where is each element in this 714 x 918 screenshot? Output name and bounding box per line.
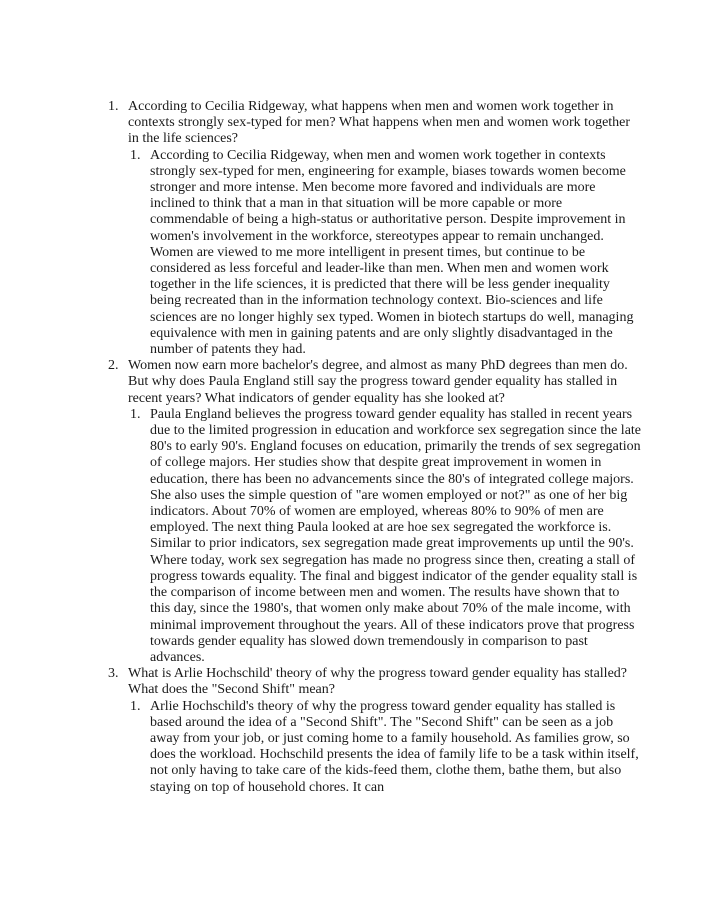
answer-item [108,699,643,796]
question-number: 3. [108,666,119,682]
question-text: What is Arlie Hochschild' theory of why the progress toward gender equality has stalled? What does the "Second Shift" mean? [128,666,627,698]
question-text: According to Cecilia Ridgeway, what happens when men and women work together in contexts strongly sex-typed for men? What happens when men and women work together in the life sciences? [128,99,631,147]
question-item [108,358,643,407]
answer-number: 1. [130,147,141,163]
answer-number: 1. [130,406,141,422]
question-text: Women now earn more bachelor's degree, and almost as many PhD degrees than men do. But why does Paula England still say the progress toward gender equality has stalled in recent years? What indicators of gender equality has she looked at? [128,358,628,406]
answer-item [108,148,643,359]
question-number: 1. [108,99,119,114]
question-item [108,666,643,698]
question-item [108,99,643,148]
answer-text: Arlie Hochschild's theory of why the progress toward gender equality has stalled is based around the idea of a "Second Shift". The "Second Shift" can be seen as a job away from your job, or just coming home to a family household. As families grow, so does the workload. Hochschild presents the idea of family life to be a task within itself, not only having to take care of the kids-feed them, clothe them, bathe them, but also staying on top of household chores. It can [150,698,639,795]
answer-text: Paula England believes the progress toward gender equality has stalled in recent years due to the limited progression in education and workforce sex segregation since the late 80's to early 90's. England focuses on education, primarily the trends of sex segregation of college majors. Her studies show that despite great improvement in women in education, there has been no advancements since the 80's of integrated college majors. She also uses the simple question of "are women employed or not?" as one of her big indicators. About 70% of women are employed, whereas 80% to 90% of men are employed. The next thing Paula looked at are hoe sex segregated the workforce is. Similar to prior indicators, sex segregation made great improvements up until the 90's. Where today, work sex segregation has made no progress since then, creating a stall of progress towards equality. The final and biggest indicator of the gender equality stall is the comparison of income between men and women. The results have shown that to this day, since the 1980's, that women only make about 70% of the male income, with minimal improvement throughout the years. All of these indicators prove that progress towards gender equality has slowed down tremendously in comparison to past advances. [150,406,642,665]
question-number: 2. [108,358,119,374]
answer-item [108,407,643,666]
document-body [108,99,643,796]
answer-text: According to Cecilia Ridgeway, when men and women work together in contexts strongly sex-typed for men, engineering for example, biases towards women become stronger and more intense. Men become more favored and individuals are more inclined to think that a man in that situation will be more capable or more commendable of being a high-status or authoritative person. Despite improvement in women's involvement in the workforce, stereotypes appear to remain unchanged. Women are viewed to me more intelligent in present times, but continue to be considered as less forceful and leader-like than men. When men and women work together in the life sciences, it is predicted that there will be less gender inequality being recreated than in the information technology context. Bio-sciences and life sciences are no longer highly sex typed. Women in biotech startups do well, managing equivalence with men in gaining patents and are only slightly disadvantaged in the number of patents they had. [150,147,634,358]
answer-number: 1. [130,698,141,714]
